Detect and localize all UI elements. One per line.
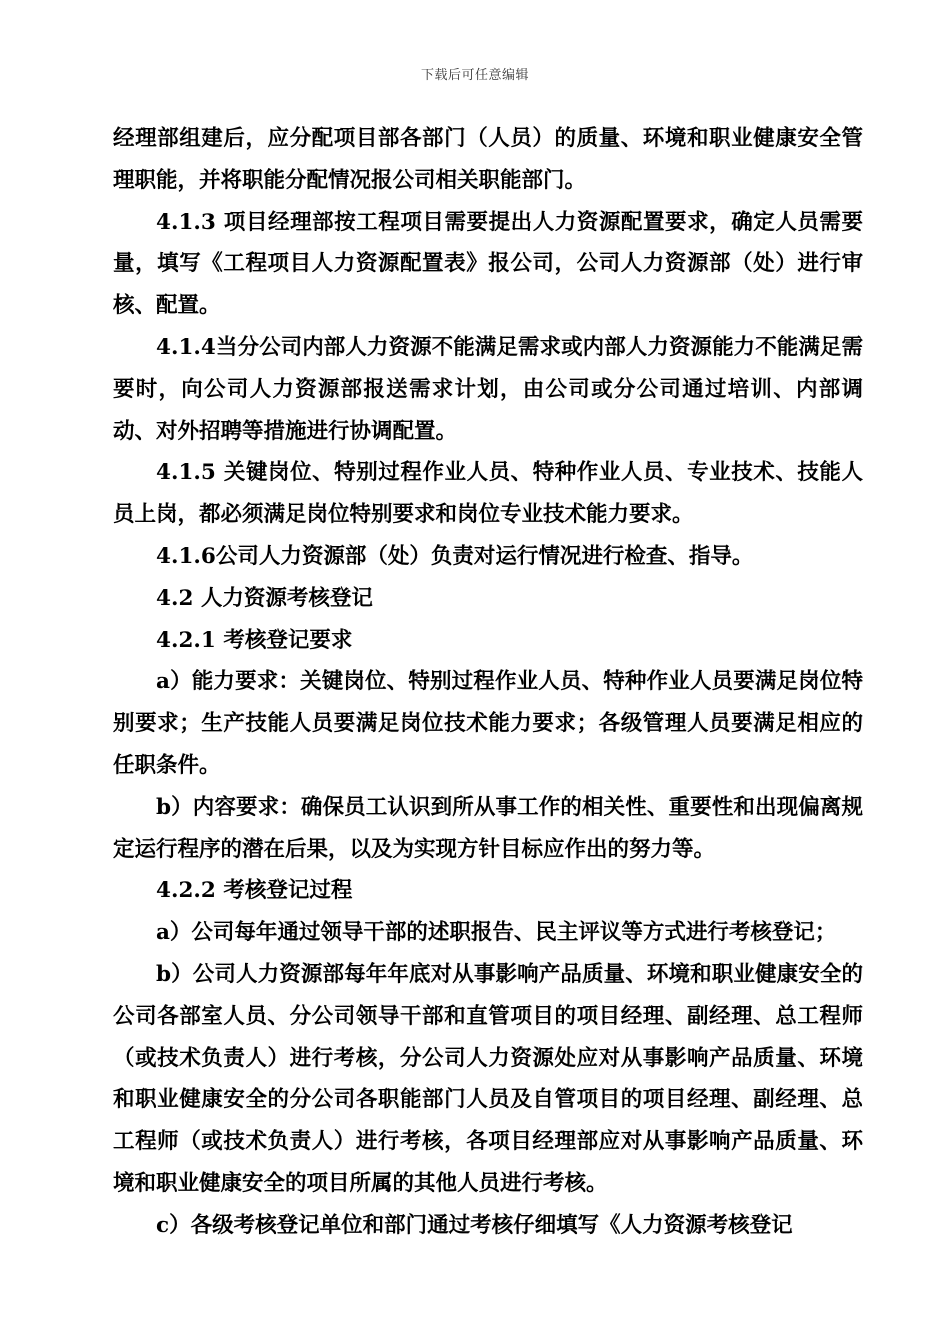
section-heading-4-2: 4.2 人力资源考核登记 — [156, 585, 373, 611]
paragraph-8: b）内容要求：确保员工认识到所从事工作的相关性、重要性和出现偏离规定运行程序的潜在后果，以及为实现方针目标应作出的努力等。 — [113, 794, 863, 862]
paragraph-11: b）公司人力资源部每年年底对从事影响产品质量、环境和职业健康安全的公司各部室人员、分公司领导干部和直管项目的项目经理、副经理、总工程师（或技术负责人）进行考核，分公司人力资源处应对从事影响产品质量、环境和职业健康安全的分公司各职能部门人员及自管项目的项目经理、副经理、总工程师（或技术负责人）进行考核，各项目经理部应对从事影响产品质量、环境和职业健康安全的项目所属的其他人员进行考核。 — [113, 961, 863, 1196]
subsection-heading-4-2-1: 4.2.1 考核登记要求 — [156, 627, 353, 653]
paragraph-0: 经理部组建后，应分配项目部各部门（人员）的质量、环境和职业健康安全管理职能，并将职能分配情况报公司相关职能部门。 — [113, 126, 863, 193]
paragraph-3: 4.1.5 关键岗位、特别过程作业人员、特种作业人员、专业技术、技能人员上岗，都必须满足岗位特别要求和岗位专业技术能力要求。 — [113, 460, 863, 528]
paragraph-4: 4.1.6公司人力资源部（处）负责对运行情况进行检查、指导。 — [156, 543, 754, 569]
paragraph-1: 4.1.3 项目经理部按工程项目需要提出人力资源配置要求，确定人员需要量，填写《工程项目人力资源配置表》报公司，公司人力资源部（处）进行审核、配置。 — [113, 209, 863, 319]
paragraph-7: a）能力要求：关键岗位、特别过程作业人员、特种作业人员要满足岗位特别要求；生产技能人员要满足岗位技术能力要求；各级管理人员要满足相应的任职条件。 — [113, 669, 863, 778]
page-header: 下载后可任意编辑 — [420, 68, 529, 83]
paragraph-2: 4.1.4当分公司内部人力资源不能满足需求或内部人力资源能力不能满足需要时，向公司人力资源部报送需求计划，由公司或分公司通过培训、内部调动、对外招聘等措施进行协调配置。 — [113, 334, 863, 444]
subsection-heading-4-2-2: 4.2.2 考核登记过程 — [156, 878, 353, 904]
document-body — [113, 118, 863, 1247]
paragraph-10: a）公司每年通过领导干部的述职报告、民主评议等方式进行考核登记； — [156, 920, 837, 946]
paragraph-12: c）各级考核登记单位和部门通过考核仔细填写《人力资源考核登记 — [156, 1212, 793, 1238]
